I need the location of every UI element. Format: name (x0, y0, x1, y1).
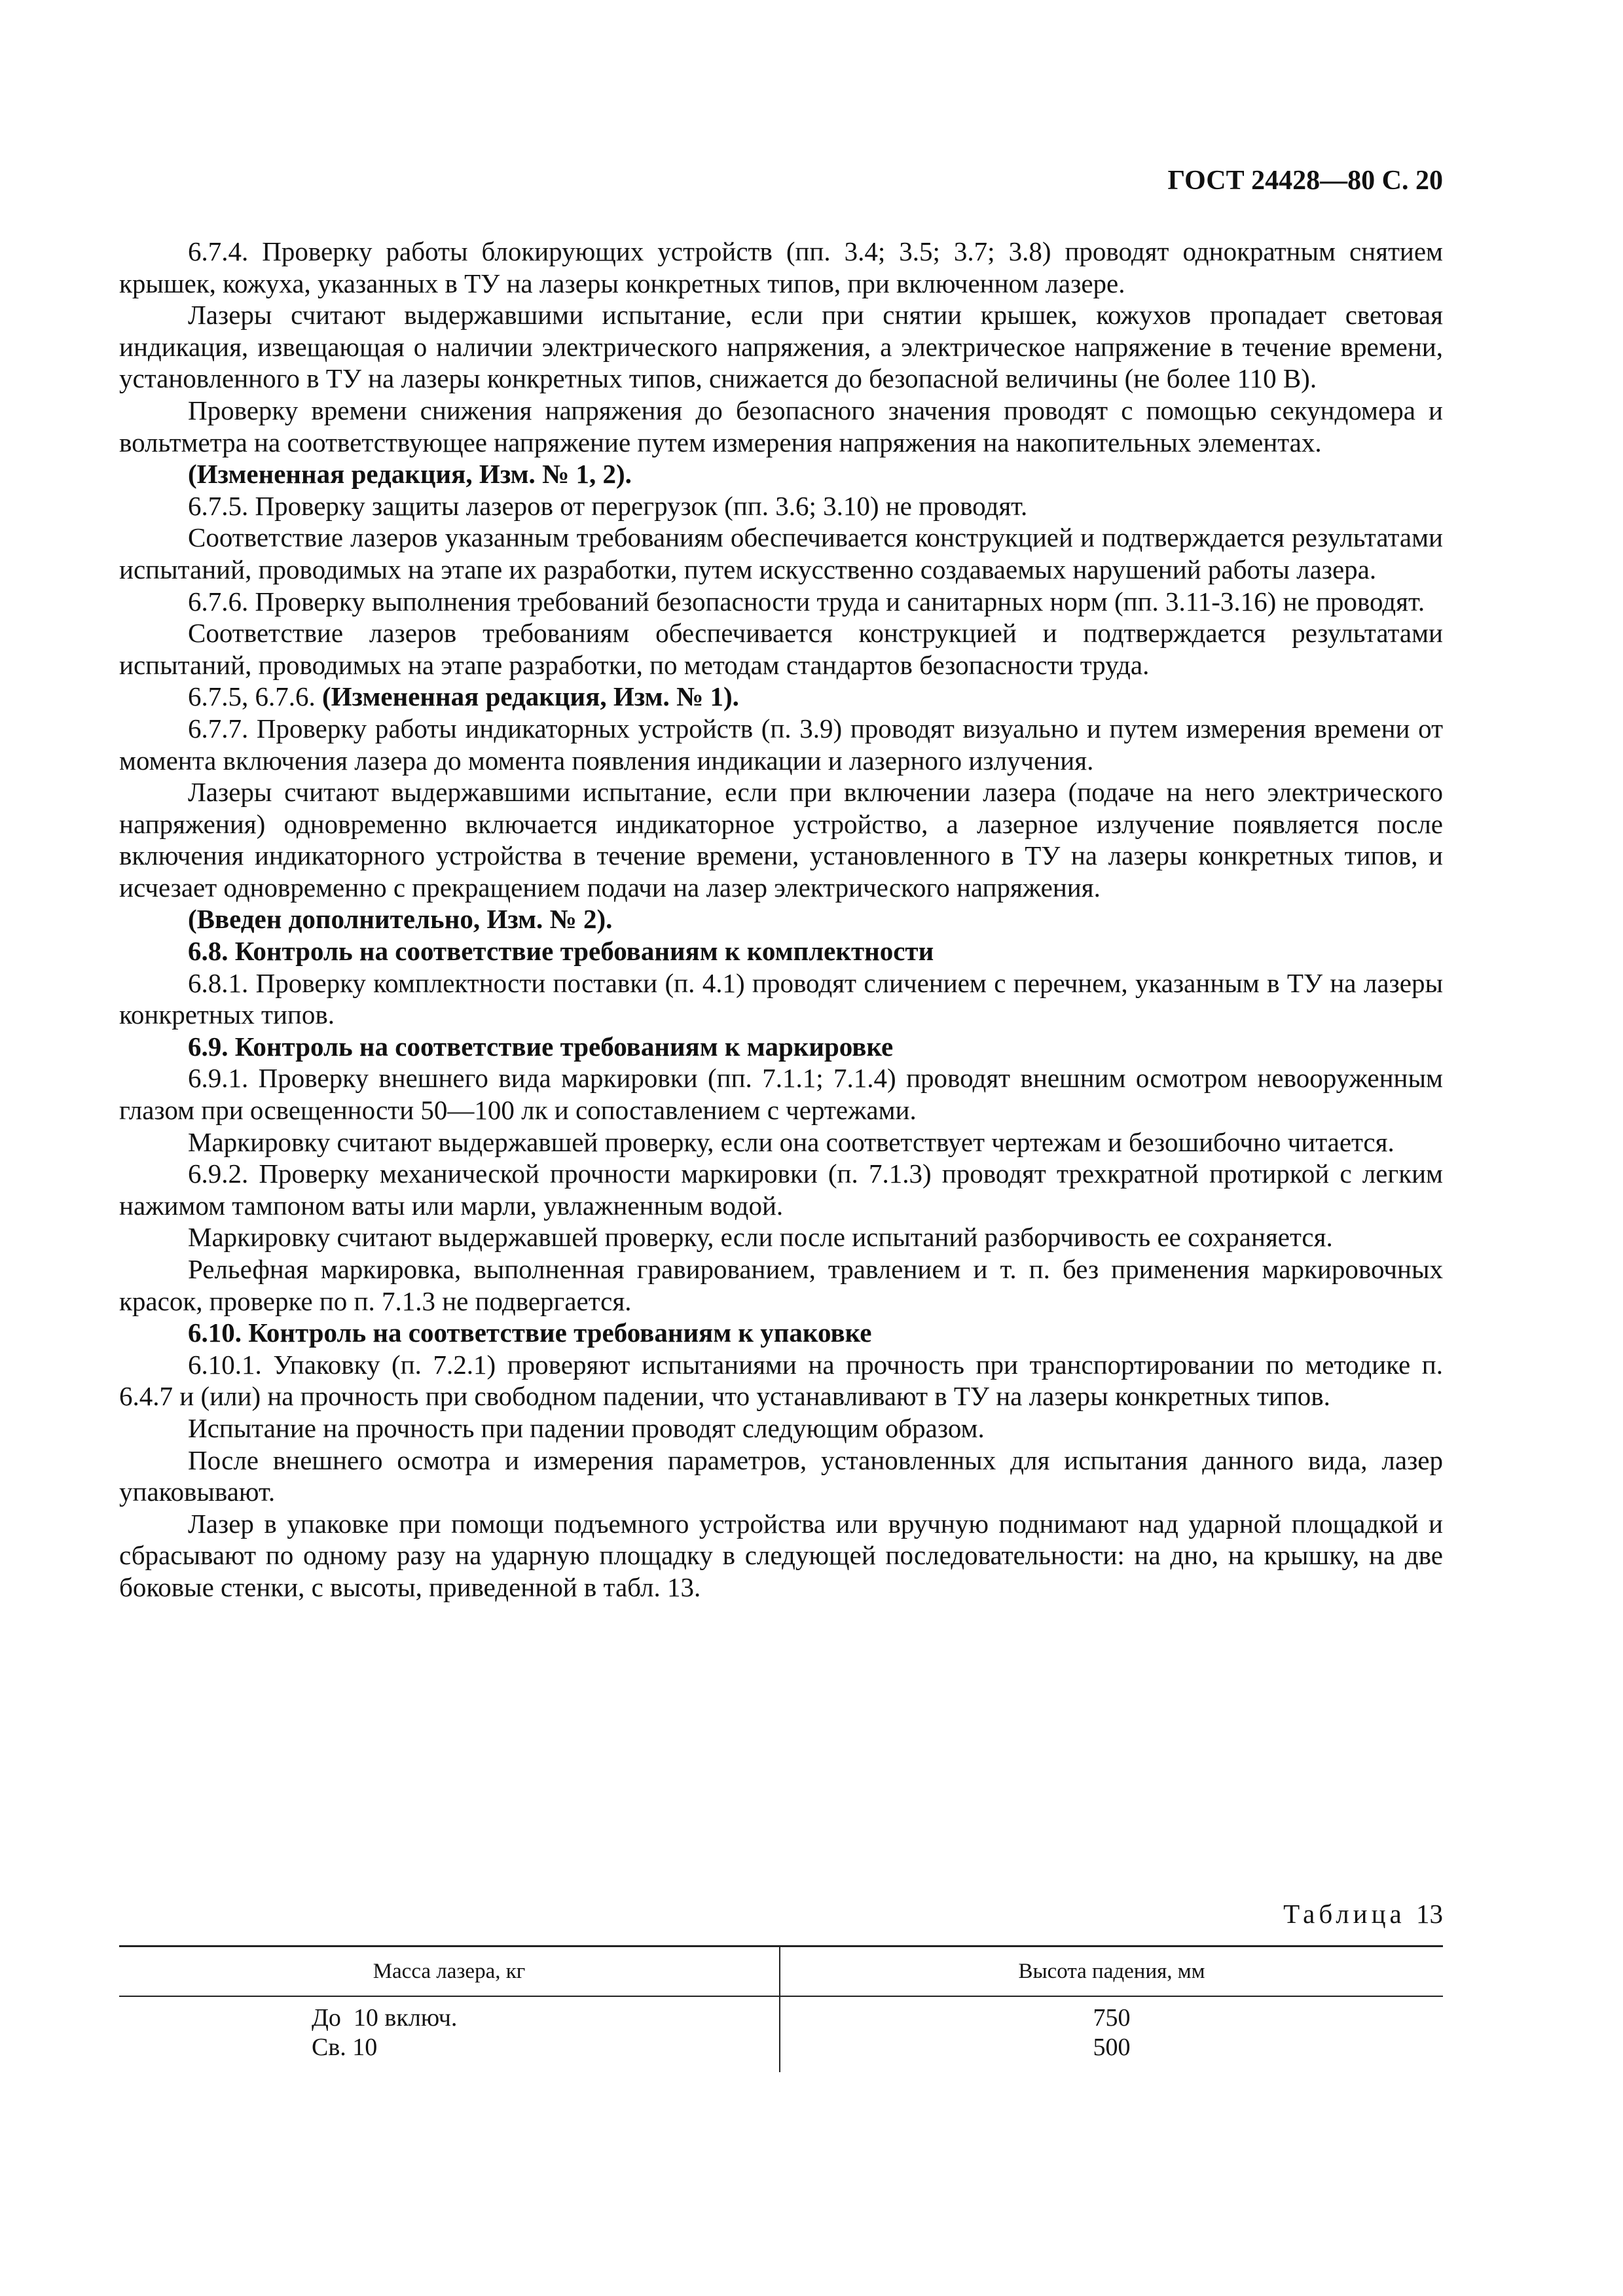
paragraph-6-7-4: 6.7.4. Проверку работы блокирующих устройств (пп. 3.4; 3.5; 3.7; 3.8) проводят однократным снятием крышек, кожуха, указанных в ТУ на лазеры конкретных типов, при включенном лазере. (119, 236, 1443, 298)
table-caption (1048, 1897, 1443, 1930)
amendment-note: (Введен дополнительно, Изм. № 2). (188, 904, 613, 935)
table-cell-mass: Св. 10 (312, 2034, 378, 2061)
section-heading-6-10: 6.10. Контроль на соответствие требованиям к упаковке (188, 1318, 872, 1348)
paragraph-6-10-1: 6.10.1. Упаковку (п. 7.2.1) проверяют испытаниями на прочность при транспортировании по методике п. 6.4.7 и (или) на прочность при свободном падении, что устанавливают в ТУ на лазеры конкретных типов. (119, 1349, 1443, 1412)
table-cell-mass: До 10 включ. (312, 2004, 458, 2032)
table-header-rule (119, 1996, 1443, 1997)
paragraph: Лазеры считают выдержавшими испытание, если при включении лазера (подаче на него электрического напряжения) одновременно включается индикаторное устройство, а лазерное излучение появляется после включения индикаторного устройства в течение времени, установленного в ТУ на лазеры конкретных типов, и исчезает одновременно с прекращением подачи на лазер электрического напряжения. (119, 777, 1443, 903)
page-header: ГОСТ 24428—80 С. 20 (1167, 166, 1443, 196)
body-text (119, 236, 1443, 1604)
paragraph: Соответствие лазеров требованиям обеспечивается конструкцией и подтверждается результатами испытаний, проводимых на этапе разработки, по методам стандартов безопасности труда. (119, 618, 1443, 680)
paragraph: Соответствие лазеров указанным требованиям обеспечивается конструкцией и подтверждается результатами испытаний, проводимых на этапе их разработки, путем искусственно создаваемых нарушений работы лазера. (119, 522, 1443, 584)
paragraph: Рельефная маркировка, выполненная гравированием, травлением и т. п. без применения маркировочных красок, проверке по п. 7.1.3 не подвергается. (119, 1254, 1443, 1316)
table-header-mass: Масса лазера, кг (373, 1960, 526, 1983)
paragraph: Маркировку считают выдержавшей проверку, если она соответствует чертежам и безошибочно читается. (188, 1126, 1395, 1157)
section-heading-6-8: 6.8. Контроль на соответствие требованиям к комплектности (188, 936, 934, 967)
table-13 (119, 1945, 1443, 2076)
amendment-bold: (Измененная редакция, Изм. № 1). (322, 681, 739, 712)
table-header-height: Высота падения, мм (1018, 1960, 1205, 1983)
paragraph: Маркировку считают выдержавшей проверку, если после испытаний разборчивость ее сохраняется. (188, 1222, 1333, 1253)
paragraph-6-9-1: 6.9.1. Проверку внешнего вида маркировки (пп. 7.1.1; 7.1.4) проводят внешним осмотром невооруженным глазом при освещенности 50—100 лк и сопоставлением с чертежами. (119, 1063, 1443, 1126)
table-column-height (780, 2003, 1443, 2062)
table-cell-height: 750 (1093, 2004, 1131, 2032)
paragraph: Испытание на прочность при падении проводят следующим образом. (188, 1412, 985, 1443)
table-caption-number: 13 (1416, 1899, 1443, 1929)
table-caption-word: Таблица (1283, 1899, 1406, 1929)
paragraph-6-7-5: 6.7.5. Проверку защиты лазеров от перегрузок (пп. 3.6; 3.10) не проводят. (188, 490, 1028, 521)
table-column-mass (312, 2003, 457, 2062)
paragraph: После внешнего осмотра и измерения параметров, установленных для испытания данного вида, лазер упаковывают. (119, 1444, 1443, 1507)
paragraph: Лазеры считают выдержавшими испытание, если при снятии крышек, кожухов пропадает световая индикация, извещающая о наличии электрического напряжения, а электрическое напряжение в течение времени, установленного в ТУ на лазеры конкретных типов, снижается до безопасной величины (не более 110 В). (119, 300, 1443, 394)
table-cell-height: 500 (1093, 2034, 1131, 2061)
amendment-note: (Измененная редакция, Изм. № 1, 2). (188, 459, 632, 490)
paragraph-6-7-6: 6.7.6. Проверку выполнения требований безопасности труда и санитарных норм (пп. 3.11-3.16) не проводят. (188, 586, 1425, 617)
paragraph-6-8-1: 6.8.1. Проверку комплектности поставки (п. 4.1) проводят сличением с перечнем, указанным в ТУ на лазеры конкретных типов. (119, 967, 1443, 1030)
paragraph: Лазер в упаковке при помощи подъемного устройства или вручную поднимают над ударной площадкой и сбрасывают по одному разу на ударную площадку в следующей последовательности: на дно, на крышку, на две боковые стенки, с высоты, приведенной в табл. 13. (119, 1508, 1443, 1602)
paragraph: Проверку времени снижения напряжения до безопасного значения проводят с помощью секундомера и вольтметра на соответствующее напряжение путем измерения напряжения на накопительных элементах. (119, 395, 1443, 457)
paragraph-6-9-2: 6.9.2. Проверку механической прочности маркировки (п. 7.1.3) проводят трехкратной протиркой с легким нажимом тампоном ваты или марли, увлажненным водой. (119, 1158, 1443, 1221)
table-top-rule (119, 1945, 1443, 1947)
amendment-note (119, 681, 1443, 713)
amendment-prefix: 6.7.5, 6.7.6. (188, 681, 322, 712)
section-heading-6-9: 6.9. Контроль на соответствие требованиям к маркировке (188, 1031, 894, 1062)
paragraph-6-7-7: 6.7.7. Проверку работы индикаторных устройств (п. 3.9) проводят визуально и путем измерения времени от момента включения лазера до момента появления индикации и лазерного излучения. (119, 713, 1443, 776)
